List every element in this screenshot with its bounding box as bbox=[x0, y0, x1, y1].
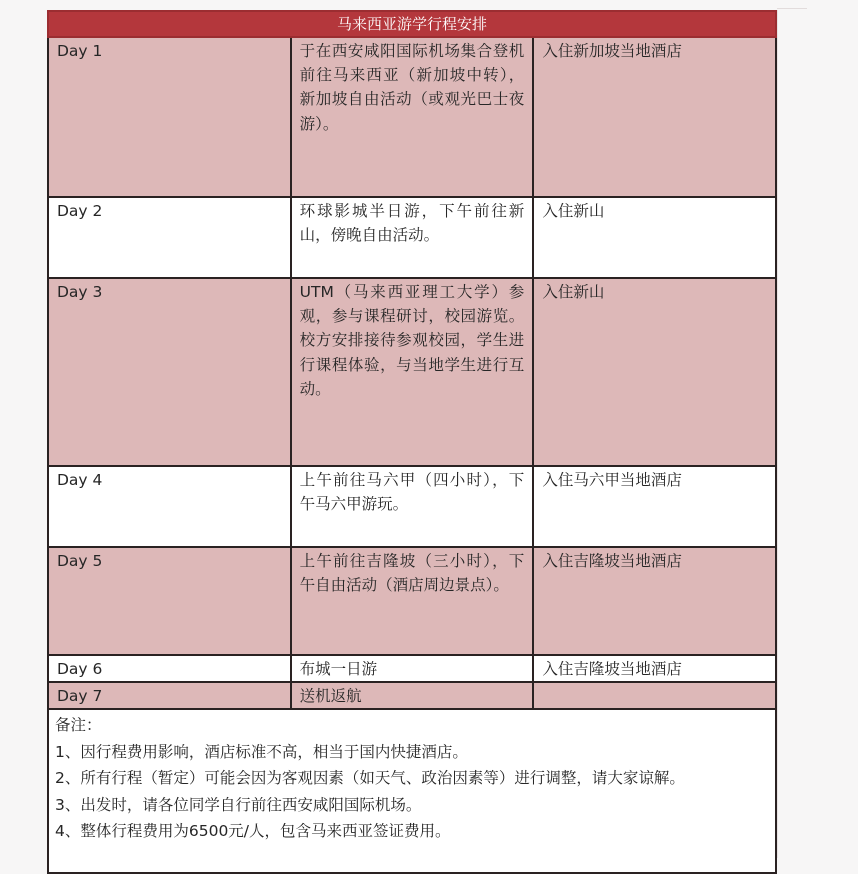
activity-cell: 上午前往吉隆坡（三小时），下午自由活动（酒店周边景点）。 bbox=[291, 547, 534, 655]
notes-heading: 备注： bbox=[55, 716, 102, 735]
day-cell: Day 6 bbox=[48, 655, 291, 682]
hotel-cell: 入住新山 bbox=[533, 278, 776, 466]
hotel-cell: 入住新山 bbox=[533, 197, 776, 278]
table-title: 马来西亚游学行程安排 bbox=[48, 11, 776, 37]
day-cell: Day 1 bbox=[48, 37, 291, 197]
hotel-cell: 入住马六甲当地酒店 bbox=[533, 466, 776, 547]
day-cell: Day 4 bbox=[48, 466, 291, 547]
day-cell: Day 3 bbox=[48, 278, 291, 466]
page-edge-line bbox=[777, 8, 807, 9]
notes-section bbox=[47, 710, 777, 874]
day-cell: Day 5 bbox=[48, 547, 291, 655]
note-item: 3、出发时，请各位同学自行前往西安咸阳国际机场。 bbox=[55, 795, 422, 814]
activity-cell: 布城一日游 bbox=[291, 655, 534, 682]
activity-cell: UTM（马来西亚理工大学）参观，参与课程研讨，校园游览。校方安排接待参观校园，学生进行课程体验，与当地学生进行互动。 bbox=[291, 278, 534, 466]
day-cell: Day 2 bbox=[48, 197, 291, 278]
hotel-cell bbox=[533, 682, 776, 709]
page-edge bbox=[777, 10, 808, 858]
day-cell: Day 7 bbox=[48, 682, 291, 709]
activity-cell: 上午前往马六甲（四小时），下午马六甲游玩。 bbox=[291, 466, 534, 547]
activity-cell: 环球影城半日游，下午前往新山，傍晚自由活动。 bbox=[291, 197, 534, 278]
table-row bbox=[48, 197, 776, 278]
table-row bbox=[48, 278, 776, 466]
itinerary-table bbox=[47, 10, 777, 710]
activity-cell: 送机返航 bbox=[291, 682, 534, 709]
table-row bbox=[48, 655, 776, 682]
note-item: 2、所有行程（暂定）可能会因为客观因素（如天气、政治因素等）进行调整，请大家谅解。 bbox=[55, 769, 685, 788]
table-title-row bbox=[48, 11, 776, 37]
table-row bbox=[48, 466, 776, 547]
hotel-cell: 入住吉隆坡当地酒店 bbox=[533, 655, 776, 682]
hotel-cell: 入住新加坡当地酒店 bbox=[533, 37, 776, 197]
hotel-cell: 入住吉隆坡当地酒店 bbox=[533, 547, 776, 655]
itinerary-document bbox=[47, 10, 777, 874]
table-row bbox=[48, 682, 776, 709]
table-row bbox=[48, 37, 776, 197]
note-item: 1、因行程费用影响，酒店标准不高，相当于国内快捷酒店。 bbox=[55, 742, 468, 761]
table-row bbox=[48, 547, 776, 655]
note-item: 4、整体行程费用为6500元/人，包含马来西亚签证费用。 bbox=[55, 822, 451, 841]
activity-cell: 于在西安咸阳国际机场集合登机前往马来西亚（新加坡中转），新加坡自由活动（或观光巴士夜游）。 bbox=[291, 37, 534, 197]
